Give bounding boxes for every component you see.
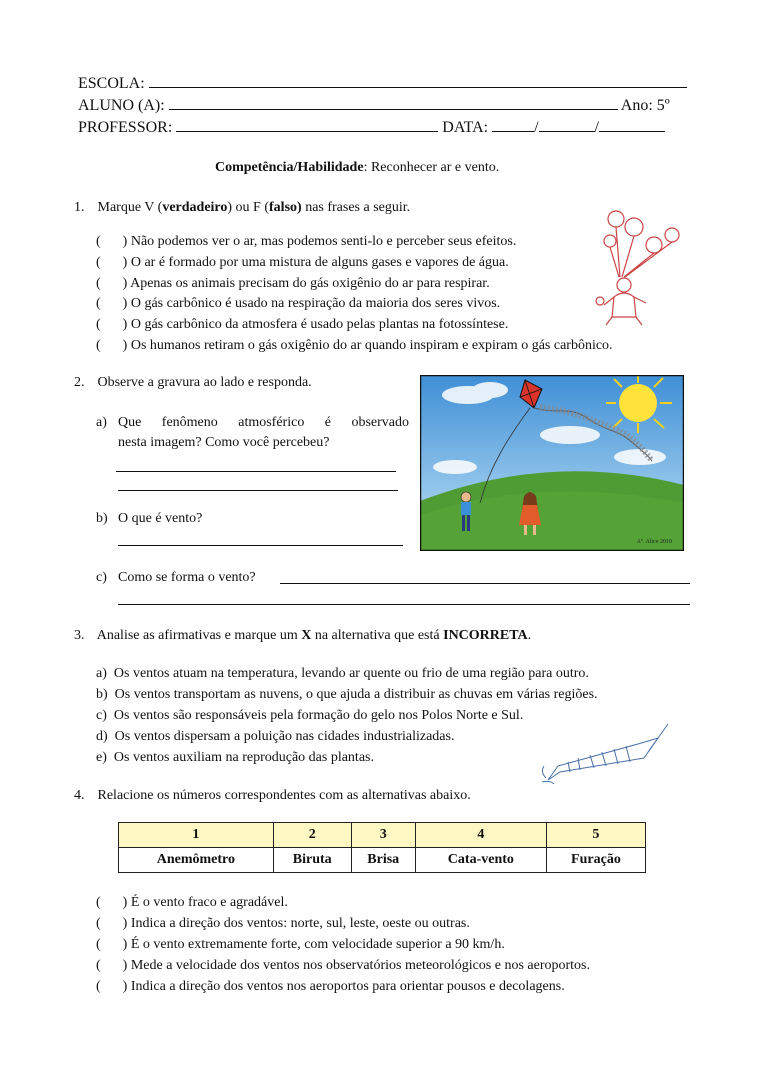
- table-cell-name: Furação: [546, 848, 645, 873]
- table-cell-name: Anemômetro: [119, 848, 274, 873]
- escola-field[interactable]: [149, 72, 687, 88]
- paren-open: (: [96, 296, 101, 311]
- paren-open: (: [96, 958, 101, 973]
- paren-close: ): [122, 979, 128, 994]
- q4-item-text: É o vento fraco e agradável.: [130, 895, 288, 910]
- q1-text-pre: Marque V (: [97, 200, 163, 215]
- q3-option[interactable]: [96, 706, 523, 726]
- data-label: DATA:: [442, 119, 489, 136]
- option-text: Os ventos são responsáveis pela formação do gelo nos Polos Norte e Sul.: [113, 708, 524, 723]
- q2-a-line1: Que fenômeno atmosférico é observado: [118, 415, 409, 430]
- q4-item-text: É o vento extremamente forte, com velocidade superior a 90 km/h.: [130, 937, 505, 952]
- q1-item[interactable]: [96, 336, 613, 356]
- competencia: [215, 158, 499, 178]
- q1-item-text: O gás carbônico é usado na respiração da maioria dos seres vivos.: [130, 296, 501, 311]
- q3-option[interactable]: [96, 727, 454, 747]
- paren-close: ): [122, 916, 128, 931]
- q4-item-text: Indica a direção dos ventos: norte, sul, leste, oeste ou outras.: [130, 916, 470, 931]
- paren-close: ): [122, 296, 128, 311]
- option-text: Os ventos auxiliam na reprodução das plantas.: [113, 750, 374, 765]
- q1-item-text: Não podemos ver o ar, mas podemos senti-lo e perceber seus efeitos.: [130, 234, 517, 249]
- q3-option[interactable]: [96, 685, 598, 705]
- paren-open: (: [96, 937, 101, 952]
- q1-text-mid: ) ou F (: [227, 200, 270, 215]
- table-cell-number: 3: [351, 823, 415, 848]
- q1-item[interactable]: [96, 315, 508, 335]
- aluno-label: ALUNO (A):: [78, 97, 165, 114]
- answer-line[interactable]: [118, 490, 398, 491]
- option-letter: c): [96, 708, 107, 723]
- paren-open: (: [96, 338, 101, 353]
- option-letter: b): [96, 687, 108, 702]
- paren-open: (: [96, 317, 101, 332]
- date-year-field[interactable]: [599, 116, 665, 132]
- q4-item[interactable]: [96, 893, 288, 913]
- q1-item-text: O gás carbônico da atmosfera é usado pelas plantas na fotossíntese.: [130, 317, 509, 332]
- date-sep: /: [534, 119, 539, 136]
- q4-item-text: Mede a velocidade dos ventos nos observatórios meteorológicos e nos aeroportos.: [130, 958, 591, 973]
- escola-label: ESCOLA:: [78, 75, 145, 92]
- date-sep: /: [594, 119, 599, 136]
- q2-prompt: [74, 373, 312, 393]
- q2-a-letter: a): [96, 415, 107, 430]
- q4-item[interactable]: [96, 956, 590, 976]
- q1-item-text: Apenas os animais precisam do gás oxigênio do ar para respirar.: [130, 276, 490, 291]
- date-day-field[interactable]: [492, 116, 534, 132]
- q1-bold-verdadeiro: verdadeiro: [162, 200, 228, 215]
- ano-label: Ano: 5º: [620, 97, 670, 114]
- table-cell-number: 5: [546, 823, 645, 848]
- header-aluno: [78, 94, 670, 116]
- paren-close: ): [122, 255, 128, 270]
- header-escola: [78, 72, 687, 94]
- paren-open: (: [96, 916, 101, 931]
- paren-open: (: [96, 234, 101, 249]
- q3-bold-x: X: [301, 628, 312, 643]
- answer-line[interactable]: [118, 545, 403, 546]
- competencia-label: Competência/Habilidade: [215, 160, 364, 175]
- kite-wind-picture: [420, 375, 684, 551]
- picture-signature: Aº. Alice 2010: [636, 539, 672, 545]
- q2-a-line2: nesta imagem? Como você percebeu?: [118, 435, 330, 450]
- competencia-text: : Reconhecer ar e vento.: [363, 160, 500, 175]
- windsock-illustration: [540, 722, 674, 784]
- q3-option[interactable]: [96, 664, 589, 684]
- option-letter: d): [96, 729, 108, 744]
- answer-line[interactable]: [280, 583, 690, 584]
- table-cell-number: 2: [273, 823, 351, 848]
- q4-item[interactable]: [96, 914, 470, 934]
- table-row: [119, 848, 646, 873]
- paren-open: (: [96, 255, 101, 270]
- q2-text: Observe a gravura ao lado e responda.: [97, 375, 312, 390]
- table-cell-name: Brisa: [351, 848, 415, 873]
- q1-number: 1.: [74, 200, 85, 215]
- option-text: Os ventos transportam as nuvens, o que ajuda a distribuir as chuvas em várias regiões.: [114, 687, 598, 702]
- clown-balloons-illustration: [590, 205, 694, 330]
- q2-number: 2.: [74, 375, 85, 390]
- professor-label: PROFESSOR:: [78, 119, 173, 136]
- q4-prompt: [74, 786, 471, 806]
- q1-bold-falso: falso): [269, 200, 302, 215]
- q2-c-text: Como se forma o vento?: [118, 570, 256, 585]
- date-month-field[interactable]: [539, 116, 595, 132]
- q3-bold-incorreta: INCORRETA: [443, 628, 528, 643]
- paren-close: ): [122, 234, 128, 249]
- paren-close: ): [122, 937, 128, 952]
- option-text: Os ventos dispersam a poluição nas cidades industrializadas.: [114, 729, 455, 744]
- paren-close: ): [122, 276, 128, 291]
- q3-text-post: .: [527, 628, 532, 643]
- option-letter: e): [96, 750, 107, 765]
- q1-item[interactable]: [96, 253, 509, 273]
- professor-field[interactable]: [176, 116, 438, 132]
- q1-item[interactable]: [96, 294, 500, 314]
- header-professor: [78, 116, 665, 138]
- paren-close: ): [122, 317, 128, 332]
- option-text: Os ventos atuam na temperatura, levando ar quente ou frio de uma região para outro.: [113, 666, 589, 681]
- paren-open: (: [96, 979, 101, 994]
- q1-item[interactable]: [96, 274, 490, 294]
- q4-item[interactable]: [96, 935, 505, 955]
- q1-item-text: Os humanos retiram o gás oxigênio do ar quando inspiram e expiram o gás carbônico.: [130, 338, 613, 353]
- aluno-field[interactable]: [169, 94, 618, 110]
- q4-item[interactable]: [96, 977, 565, 997]
- q4-text: Relacione os números correspondentes com as alternativas abaixo.: [97, 788, 471, 803]
- q1-item-text: O ar é formado por uma mistura de alguns gases e vapores de água.: [130, 255, 509, 270]
- q1-text-post: nas frases a seguir.: [301, 200, 411, 215]
- table-cell-name: Cata-vento: [415, 848, 546, 873]
- paren-close: ): [122, 958, 128, 973]
- q4-item-text: Indica a direção dos ventos nos aeroportos para orientar pousos e decolagens.: [130, 979, 565, 994]
- table-cell-number: 4: [415, 823, 546, 848]
- q2-c-letter: c): [96, 570, 107, 585]
- answer-line[interactable]: [116, 471, 396, 472]
- paren-open: (: [96, 895, 101, 910]
- table-cell-name: Biruta: [273, 848, 351, 873]
- q3-number: 3.: [74, 628, 85, 643]
- q4-number: 4.: [74, 788, 85, 803]
- table-row: [119, 823, 646, 848]
- option-letter: a): [96, 666, 107, 681]
- q3-option[interactable]: [96, 748, 374, 768]
- answer-line[interactable]: [118, 604, 690, 605]
- q3-text-pre: Analise as afirmativas e marque um: [96, 628, 302, 643]
- q2-b-letter: b): [96, 511, 108, 526]
- relation-table: [118, 822, 646, 873]
- table-cell-number: 1: [119, 823, 274, 848]
- paren-close: ): [122, 895, 128, 910]
- q1-prompt: [74, 198, 410, 218]
- q3-text-mid: na alternativa que está: [311, 628, 444, 643]
- paren-close: ): [122, 338, 128, 353]
- q1-item[interactable]: [96, 232, 516, 252]
- q2-b-text: O que é vento?: [118, 511, 203, 526]
- q3-prompt: [74, 626, 531, 646]
- paren-open: (: [96, 276, 101, 291]
